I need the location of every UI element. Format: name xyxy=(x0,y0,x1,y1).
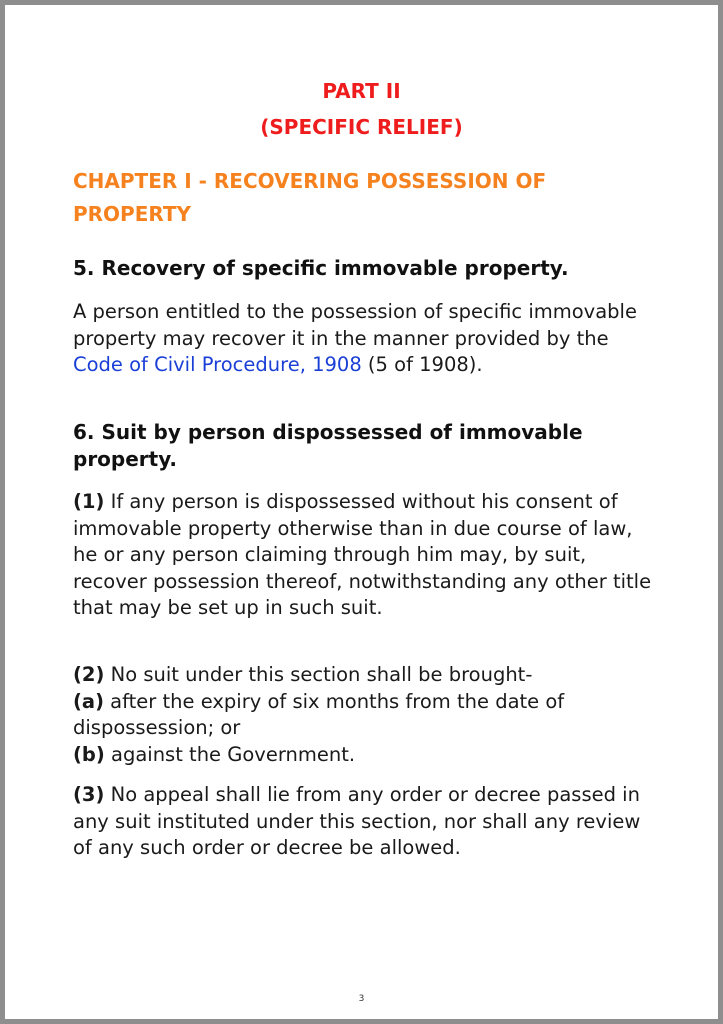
subsection-2-label: (2) xyxy=(73,663,105,686)
section-6-subsection-3 xyxy=(73,782,653,862)
section-5-text-start: A person entitled to the possession of specific immovable property may recover it in the manner provided by the xyxy=(73,300,637,350)
code-of-civil-procedure-link[interactable]: Code of Civil Procedure, 1908 xyxy=(73,353,362,376)
clause-a-text: after the expiry of six months from the date of dispossession; or xyxy=(73,689,565,739)
clause-b-label: (b) xyxy=(73,742,105,766)
section-5-text xyxy=(73,299,653,379)
document-page xyxy=(5,5,718,1019)
section-5-heading: 5. Recovery of specific immovable property. xyxy=(73,256,569,280)
subsection-2-text: No suit under this section shall be brought- xyxy=(104,663,533,686)
clause-b-text: against the Government. xyxy=(104,742,356,766)
subsection-1-label: (1) xyxy=(73,490,105,513)
chapter-title: CHAPTER I - RECOVERING POSSESSION OF PROPERTY xyxy=(73,169,547,226)
part-subtitle: (SPECIFIC RELIEF) xyxy=(260,115,463,139)
page-number: 3 xyxy=(358,994,365,1004)
clause-b xyxy=(73,742,653,769)
part-title: PART II xyxy=(322,79,401,103)
subsection-2-line xyxy=(73,662,653,689)
section-6-subsection-1 xyxy=(73,489,653,622)
section-6-subsection-2 xyxy=(73,662,653,768)
clause-a-label: (a) xyxy=(73,689,104,713)
section-5-text-end: (5 of 1908). xyxy=(361,353,483,376)
section-6-heading: 6. Suit by person dispossessed of immovable property. xyxy=(73,420,583,471)
clause-a xyxy=(73,689,653,742)
subsection-1-text: If any person is dispossessed without his consent of immovable property otherwise than in due course of law, he or any person claiming through him may, by suit, recover possession thereof, notwithstanding any other title that may be set up in such suit. xyxy=(73,490,652,619)
subsection-3-text: No appeal shall lie from any order or decree passed in any suit instituted under this section, nor shall any review of any such order or decree be allowed. xyxy=(73,783,641,859)
subsection-3-label: (3) xyxy=(73,783,105,806)
